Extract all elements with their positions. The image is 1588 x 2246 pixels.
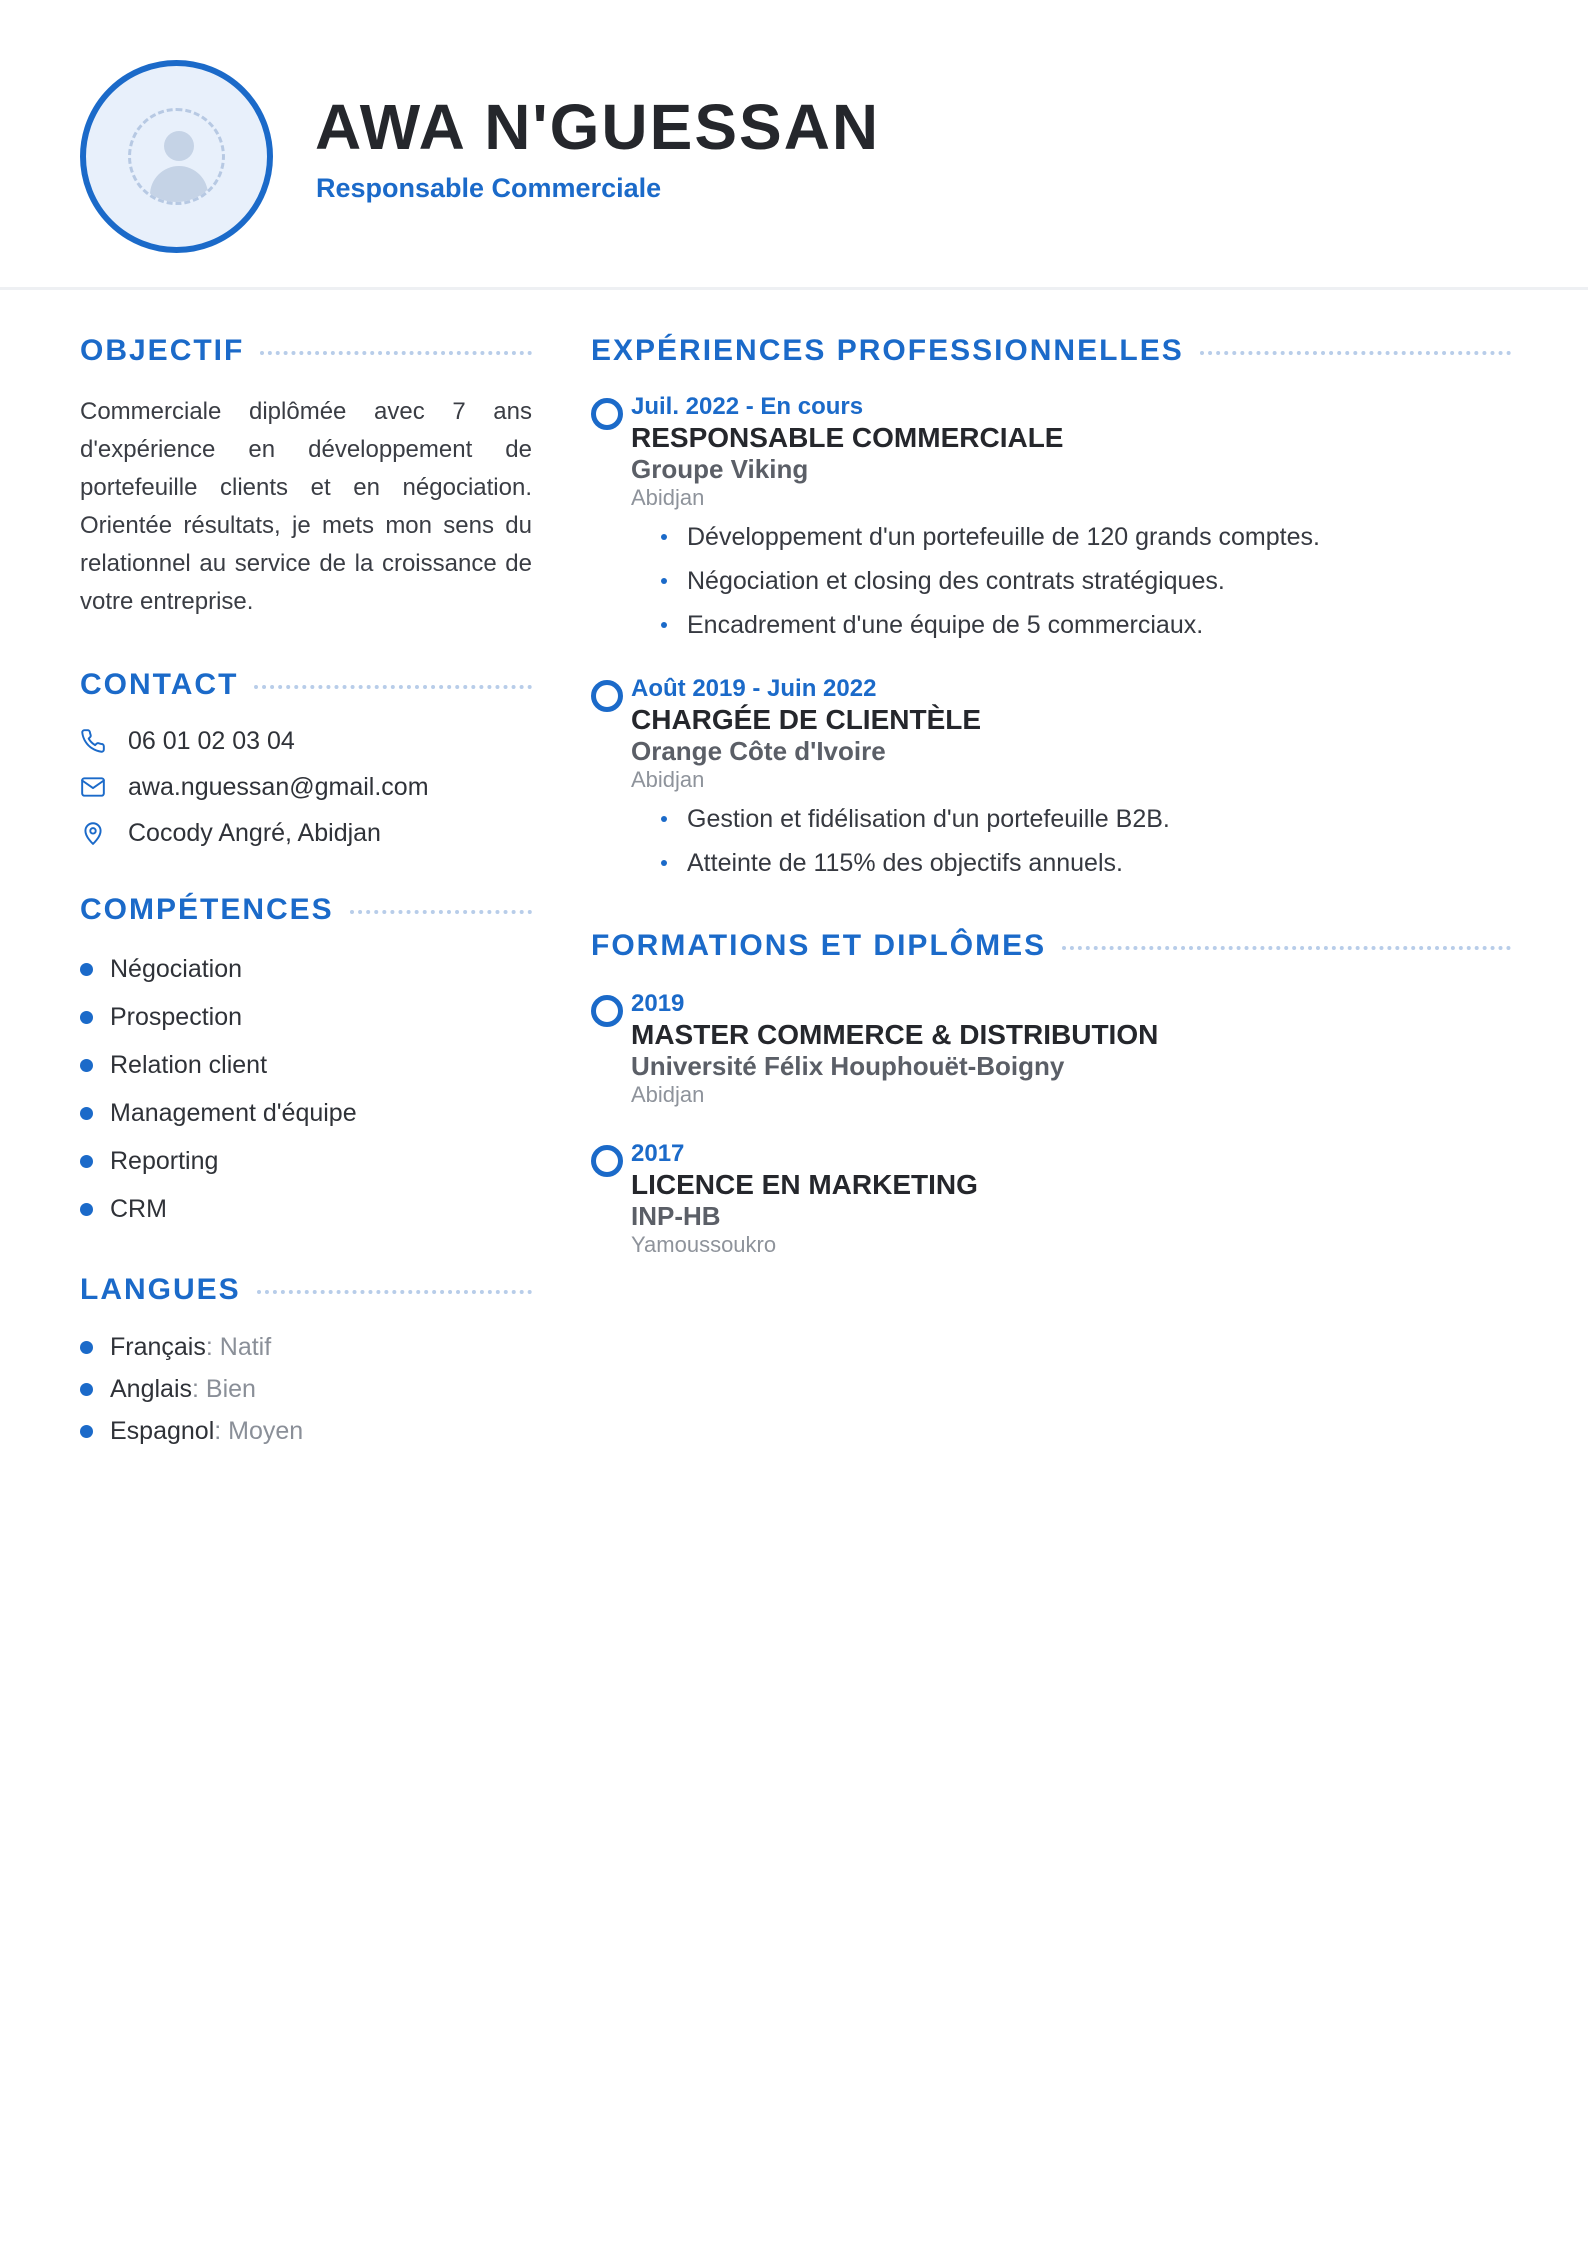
timeline-marker-icon [591,995,623,1027]
entry-degree: MASTER COMMERCE & DISTRIBUTION [631,1019,1159,1050]
entry-company: Orange Côte d'Ivoire [631,736,886,766]
skill-item: CRM [80,1189,167,1229]
entry-task: Atteinte de 115% des objectifs annuels. [661,847,1123,879]
education-entry [591,1139,1511,1269]
education-entry [591,989,1511,1119]
entry-company: Groupe Viking [631,454,809,484]
entry-date: Août 2019 - Juin 2022 [631,675,877,702]
section-title-objective: OBJECTIF [80,331,532,371]
entry-location: Abidjan [631,485,705,510]
entry-degree: LICENCE EN MARKETING [631,1169,978,1200]
language-item: Anglais : Bien [80,1369,256,1409]
entry-date: Juil. 2022 - En cours [631,393,864,420]
timeline-marker-icon [591,1145,623,1177]
entry-location: Yamoussoukro [631,1232,777,1257]
contact-email: awa.nguessan@gmail.com [80,767,429,807]
timeline-marker-icon [591,680,623,712]
contact-address: Cocody Angré, Abidjan [80,813,381,853]
entry-task: Développement d'un portefeuille de 120 grands comptes. [661,521,1320,553]
objective-text: Commerciale diplômée avec 7 ans d'expérience en développement de portefeuille clients et en négociation. Orientée résultats, je mets mon sens du relationnel au service de la croissance de votre entreprise. [80,398,532,615]
section-title-skills: COMPÉTENCES [80,890,532,930]
language-item: Espagnol : Moyen [80,1411,303,1451]
job-title: Responsable Commerciale [316,173,662,203]
avatar [80,60,273,253]
entry-location: Abidjan [631,1082,705,1107]
section-title-experience: EXPÉRIENCES PROFESSIONNELLES [591,331,1511,371]
resume-header [0,0,1588,290]
entry-role: RESPONSABLE COMMERCIALE [631,422,1064,453]
section-title-languages: LANGUES [80,1270,532,1310]
entry-task: Encadrement d'une équipe de 5 commerciaux. [661,609,1203,641]
location-pin-icon [80,820,106,846]
skill-item: Négociation [80,949,242,989]
skill-item: Reporting [80,1141,218,1181]
contact-phone: 06 01 02 03 04 [80,721,295,761]
entry-task: Gestion et fidélisation d'un portefeuille B2B. [661,803,1170,835]
skill-item: Management d'équipe [80,1093,357,1133]
phone-icon [80,728,106,754]
full-name: AWA N'GUESSAN [315,91,881,163]
experience-entry [591,674,1511,894]
section-title-education: FORMATIONS ET DIPLÔMES [591,926,1511,966]
timeline-marker-icon [591,398,623,430]
language-item: Français : Natif [80,1327,271,1367]
mail-icon [80,774,106,800]
skill-item: Prospection [80,997,242,1037]
section-title-contact: CONTACT [80,665,532,705]
entry-location: Abidjan [631,767,705,792]
entry-role: CHARGÉE DE CLIENTÈLE [631,704,982,735]
avatar-placeholder-icon [128,108,225,205]
entry-school: INP-HB [631,1201,721,1231]
entry-task: Négociation et closing des contrats stratégiques. [661,565,1225,597]
entry-school: Université Félix Houphouët-Boigny [631,1051,1065,1081]
entry-date: 2019 [631,990,685,1017]
experience-entry [591,392,1511,652]
skill-item: Relation client [80,1045,267,1085]
entry-date: 2017 [631,1140,685,1167]
